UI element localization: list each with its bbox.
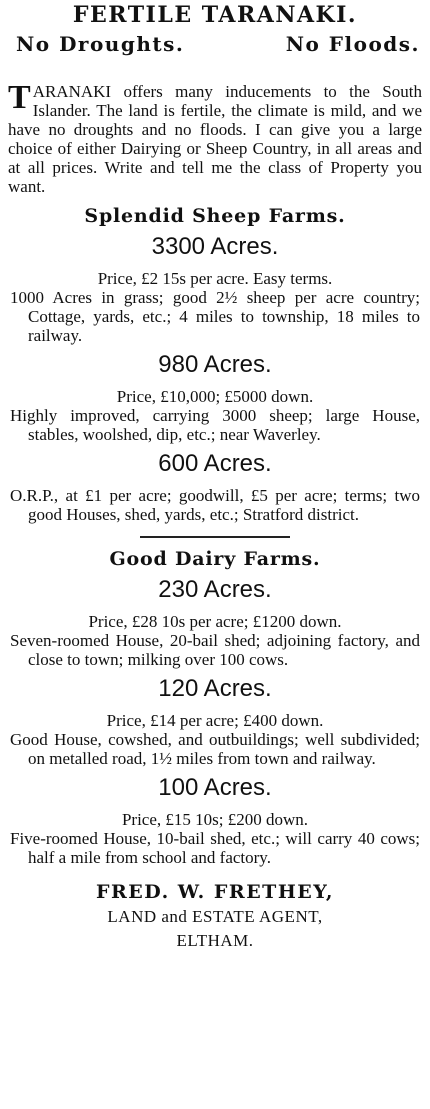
intro-dropcap: T <box>8 79 31 116</box>
farm-description: Seven-roomed House, 20-bail shed; adjoining factory, and close to town; milking over 100 cows. <box>10 631 420 669</box>
farm-acres: 3300 Acres. <box>151 233 279 260</box>
slogan-right: No Floods. <box>285 32 420 56</box>
farm-description: 1000 Acres in grass; good 2½ sheep per acre country; Cottage, yards, etc.; 4 miles to township, 18 miles to railway. <box>10 288 420 345</box>
dairy-farm-1 <box>6 576 424 669</box>
farm-price: Price, £2 15s per acre. Easy terms. <box>97 269 333 288</box>
agent-name: FRED. W. FRETHEY, <box>96 881 334 903</box>
farm-acres: 230 Acres. <box>158 576 272 603</box>
dairy-farm-2 <box>6 675 424 768</box>
agent-town: ELTHAM. <box>176 931 254 950</box>
farm-price: Price, £15 10s; £200 down. <box>121 810 309 829</box>
farm-description: Five-roomed House, 10-bail shed, etc.; will carry 40 cows; half a mile from school and factory. <box>10 829 420 867</box>
agent-title: LAND and ESTATE AGENT, <box>107 907 323 926</box>
dairy-heading: Good Dairy Farms. <box>109 548 321 570</box>
farm-description: O.R.P., at £1 per acre; goodwill, £5 per acre; terms; two good Houses, shed, yards, etc.; Stratford district. <box>10 486 420 524</box>
farm-price: Price, £10,000; £5000 down. <box>116 387 314 406</box>
sheep-farm-3 <box>6 450 424 524</box>
farm-acres: 100 Acres. <box>158 774 272 801</box>
sheep-farm-2 <box>6 351 424 444</box>
sheep-farm-1 <box>6 233 424 345</box>
slogan-left: No Droughts. <box>16 32 185 56</box>
farm-acres: 980 Acres. <box>158 351 272 378</box>
farm-acres: 600 Acres. <box>158 450 272 477</box>
farm-price: Price, £28 10s per acre; £1200 down. <box>88 612 342 631</box>
intro-text: ARANAKI offers many inducements to the South Islander. The land is fertile, the climate is mild, and we have no droughts and no floods. I can give you a large choice of either Dairying or Sheep Country, in all areas and at all prices. Write and tell me the class of Property you want. <box>8 82 422 196</box>
section-divider <box>140 536 290 538</box>
farm-description: Good House, cowshed, and outbuildings; well subdivided; on metalled road, 1½ miles from town and railway. <box>10 730 420 768</box>
farm-description: Highly improved, carrying 3000 sheep; large House, stables, woolshed, dip, etc.; near Waverley. <box>10 406 420 444</box>
sheep-heading: Splendid Sheep Farms. <box>84 205 346 227</box>
dairy-farm-3 <box>6 774 424 867</box>
farm-price: Price, £14 per acre; £400 down. <box>106 711 324 730</box>
farm-acres: 120 Acres. <box>158 675 272 702</box>
advertisement <box>0 2 430 1109</box>
ad-title: FERTILE TARANAKI. <box>72 2 358 28</box>
intro-paragraph <box>6 79 424 196</box>
slogan-row <box>6 32 424 56</box>
